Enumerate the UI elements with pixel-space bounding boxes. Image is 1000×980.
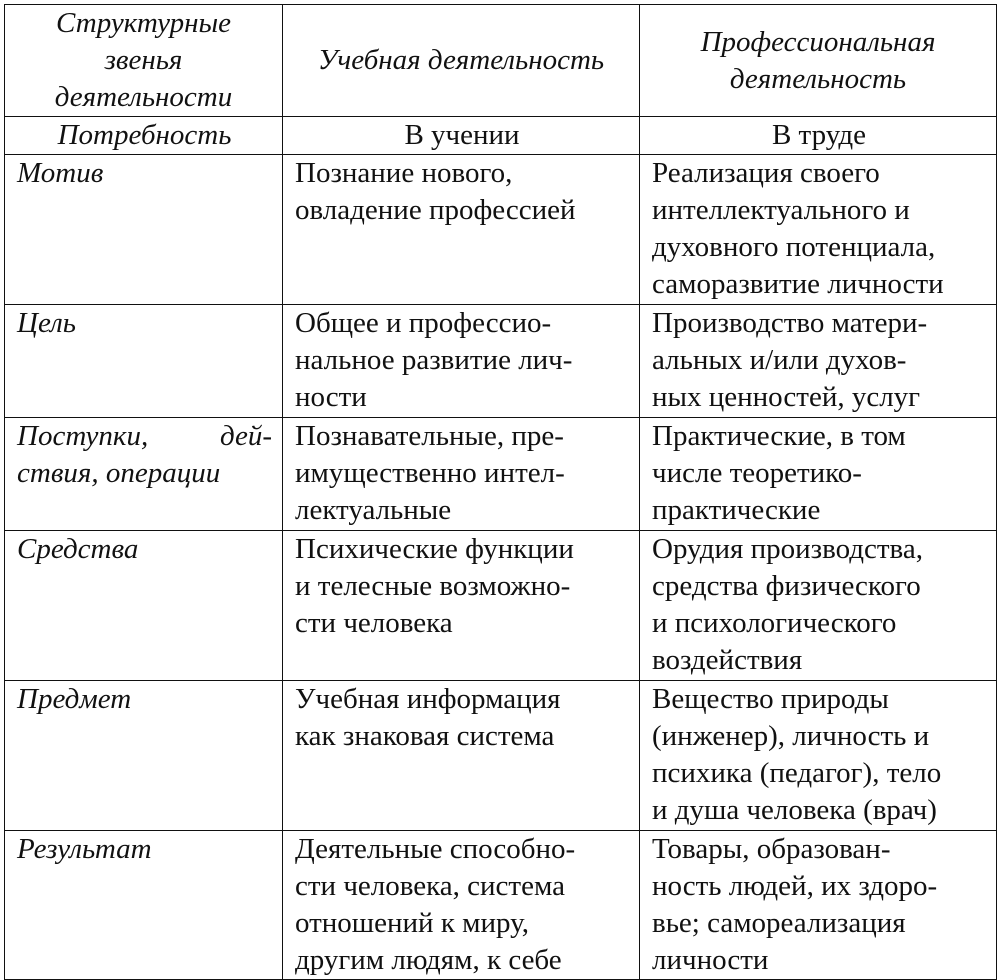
cell-line: (инженер), личность и [652, 720, 930, 752]
table-row-goal [5, 305, 997, 418]
cell-line: Познание нового, [295, 157, 513, 189]
cell-line: нальное развитие лич- [295, 344, 573, 376]
table-row-means [5, 531, 997, 681]
cell-study-motive [283, 155, 640, 305]
cell-line: и душа человека (врач) [652, 794, 937, 826]
label-word: дей- [219, 420, 272, 452]
label-line: Предмет [17, 683, 132, 715]
cell-line: Психические функции [295, 533, 574, 565]
label-line: Средства [17, 533, 139, 565]
cell-line: Учебная информация [295, 683, 561, 715]
row-label-means [5, 531, 283, 681]
label-word: Поступки, [17, 420, 149, 452]
cell-line: ности [295, 381, 367, 413]
cell-line: практические [652, 494, 821, 526]
cell-line: альных и/или духов- [652, 344, 907, 376]
header-line: Профессиональная [700, 25, 936, 58]
cell-line: и телесные возможно- [295, 570, 571, 602]
label-line: Цель [17, 307, 76, 339]
cell-line: личности [652, 944, 769, 976]
cell-line: сти человека, система [295, 870, 565, 902]
header-line: звенья [104, 44, 183, 76]
cell-line: другим людям, к себе [295, 944, 562, 976]
cell-line: Деятельные способно- [295, 833, 576, 865]
label-line: Результат [17, 833, 152, 865]
cell-line: числе теоретико- [652, 457, 862, 489]
cell-line: вье; самореализация [652, 907, 906, 939]
cell-line: саморазвитие личности [652, 268, 944, 300]
cell-line: и психологического [652, 607, 897, 639]
cell-line: отношений к миру, [295, 907, 529, 939]
cell-line: Вещество природы [652, 683, 889, 715]
row-label-result [5, 831, 283, 980]
header-professional-activity [640, 5, 997, 117]
cell-line: Орудия производства, [652, 533, 923, 565]
header-structural-links [5, 5, 283, 117]
cell-study-actions [283, 418, 640, 531]
header-line: деятельность [729, 62, 907, 95]
cell-study-means [283, 531, 640, 681]
cell-line: средства физического [652, 570, 921, 602]
cell-line: Товары, образован- [652, 833, 891, 865]
cell-line: духовного потенциала, [652, 231, 936, 263]
cell-work-goal [640, 305, 997, 418]
row-label-need: Потребность [5, 117, 283, 155]
table-row-motive [5, 155, 997, 305]
cell-line: лектуальные [295, 494, 452, 526]
row-label-subject [5, 681, 283, 831]
header-line: деятельности [54, 81, 233, 113]
header-line: Учебная деятельность [317, 44, 605, 76]
header-line: Структурные [56, 7, 231, 39]
cell-work-motive [640, 155, 997, 305]
cell-line: овладение профессией [295, 194, 576, 226]
cell-line: Реализация своего [652, 157, 880, 189]
row-label-actions [5, 418, 283, 531]
cell-line: Познавательные, пре- [295, 420, 564, 452]
cell-work-subject [640, 681, 997, 831]
cell-work-need: В труде [640, 117, 997, 155]
cell-study-result [283, 831, 640, 980]
activity-comparison-table [4, 4, 997, 980]
header-study-activity [283, 5, 640, 117]
cell-line: как знаковая система [295, 720, 555, 752]
cell-study-subject [283, 681, 640, 831]
row-label-goal [5, 305, 283, 418]
label-line: ствия, операции [17, 457, 221, 489]
cell-line: Общее и профессио- [295, 307, 552, 339]
cell-line: имущественно интел- [295, 457, 565, 489]
cell-line: ных ценностей, услуг [652, 381, 921, 413]
cell-line: сти человека [295, 607, 453, 639]
cell-line: ность людей, их здоро- [652, 870, 938, 902]
cell-line: интеллектуального и [652, 194, 910, 226]
table-row-subject [5, 681, 997, 831]
cell-line: психика (педагог), тело [652, 757, 942, 789]
cell-study-goal [283, 305, 640, 418]
table-row-actions [5, 418, 997, 531]
cell-line: воздействия [652, 644, 803, 676]
cell-line: Производство матери- [652, 307, 928, 339]
header-row [5, 5, 997, 117]
table-row-need [5, 117, 997, 155]
table-row-result [5, 831, 997, 980]
cell-study-need: В учении [283, 117, 640, 155]
cell-work-means [640, 531, 997, 681]
cell-work-actions [640, 418, 997, 531]
row-label-motive [5, 155, 283, 305]
label-line: Мотив [17, 157, 104, 189]
cell-line: Практические, в том [652, 420, 906, 452]
label-line [17, 418, 272, 455]
cell-work-result [640, 831, 997, 980]
